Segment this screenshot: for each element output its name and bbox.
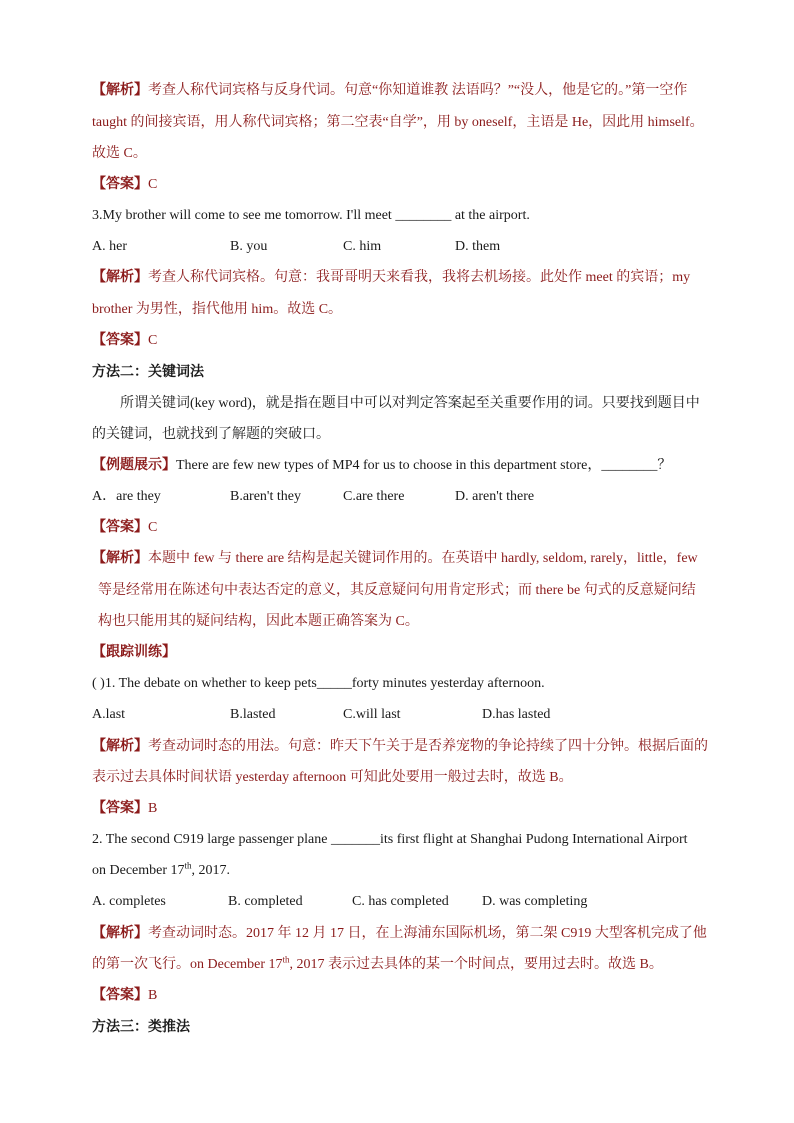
- q3-option-a: A. her: [92, 239, 127, 254]
- followup-label: 【跟踪训练】: [92, 645, 176, 660]
- t2-analysis-line-1: 【解析】考查动词时态。2017 年 12 月 17 日，在上海浦东国际机场，第二架 C919 大型客机完成了他: [92, 926, 707, 941]
- t1-option-a: A.last: [92, 707, 126, 722]
- t2-stem-line-2: on December 17th, 2017.: [92, 860, 231, 878]
- example-answer: 【答案】C: [92, 520, 158, 535]
- t2-answer: 【答案】B: [92, 988, 158, 1003]
- example-analysis-line-3: 构也只能用其的疑问结构，因此本题正确答案为 C。: [98, 614, 419, 629]
- q2-analysis-line-1: 【解析】考查人称代词宾格与反身代词。句意“你知道谁教 法语吗？”“没人，他是它的。”第一空作: [92, 83, 688, 98]
- method-two-intro-line-2: 的关键词，也就找到了解题的突破口。: [92, 427, 330, 442]
- q3-analysis-line-1: 【解析】考查人称代词宾格。句意：我哥哥明天来看我，我将去机场接。此处作 meet 的宾语；my: [92, 270, 691, 285]
- analysis-label: 【解析】: [92, 83, 148, 98]
- method-two-intro-line-1: 所谓关键词(key word)，就是指在题目中可以对判定答案起至关重要作用的词。只要找到题目中: [120, 396, 700, 411]
- t1-analysis-line-2: 表示过去具体时间状语 yesterday afternoon 可知此处要用一般过去时，故选 B。: [92, 770, 573, 785]
- q3-answer: 【答案】C: [92, 333, 158, 348]
- q3-option-b: B. you: [230, 239, 268, 254]
- t1-option-d: D.has lasted: [482, 707, 551, 722]
- example-option-a: A．are they: [92, 489, 161, 504]
- example-label: 【例题展示】: [92, 458, 176, 473]
- q3-stem: 3.My brother will come to see me tomorrow. I'll meet ________ at the airport.: [92, 208, 530, 223]
- t2-option-a: A. completes: [92, 894, 166, 909]
- t2-stem-line-1: 2. The second C919 large passenger plane _______its first flight at Shanghai Pudong International Airport: [92, 832, 688, 847]
- t1-option-c: C.will last: [343, 707, 401, 722]
- t1-analysis-line-1: 【解析】考查动词时态的用法。句意：昨天下午关于是否养宠物的争论持续了四十分钟。根据后面的: [92, 739, 708, 754]
- q3-analysis-line-2: brother 为男性，指代他用 him。故选 C。: [92, 302, 343, 317]
- t2-option-d: D. was completing: [482, 894, 588, 909]
- q3-option-c: C. him: [343, 239, 382, 254]
- t2-analysis-line-2: 的第一次飞行。on December 17th, 2017 表示过去具体的某一个时间点，要用过去时。故选 B。: [92, 954, 663, 972]
- t1-option-b: B.lasted: [230, 707, 276, 722]
- t1-stem: ( )1. The debate on whether to keep pets_____forty minutes yesterday afternoon.: [92, 676, 545, 691]
- example-option-b: B.aren't they: [230, 489, 301, 504]
- example-option-c: C.are there: [343, 489, 405, 504]
- example-analysis-line-2: 等是经常用在陈述句中表达否定的意义，其反意疑问句用肯定形式；而 there be 句式的反意疑问结: [98, 583, 696, 598]
- q3-option-d: D. them: [455, 239, 501, 254]
- example-analysis-line-1: 【解析】本题中 few 与 there are 结构是起关键词作用的。在英语中 hardly, seldom, rarely，little，few: [92, 551, 698, 566]
- t2-option-b: B. completed: [228, 894, 303, 909]
- answer-label: 【答案】: [92, 177, 148, 192]
- method-two-heading: 方法二：关键词法: [92, 364, 204, 380]
- method-three-heading: 方法三：类推法: [92, 1019, 190, 1035]
- t2-option-c: C. has completed: [352, 894, 449, 909]
- q2-analysis-line-2: taught 的间接宾语，用人称代词宾格；第二空表“自学”，用 by oneself，主语是 He，因此用 himself。: [92, 115, 704, 130]
- q2-answer: 【答案】C: [92, 177, 158, 192]
- example-option-d: D. aren't there: [455, 489, 535, 504]
- t1-answer: 【答案】B: [92, 801, 158, 816]
- q2-analysis-line-3: 故选 C。: [92, 146, 147, 161]
- example-stem: 【例题展示】There are few new types of MP4 for us to choose in this department store，________？: [92, 458, 672, 473]
